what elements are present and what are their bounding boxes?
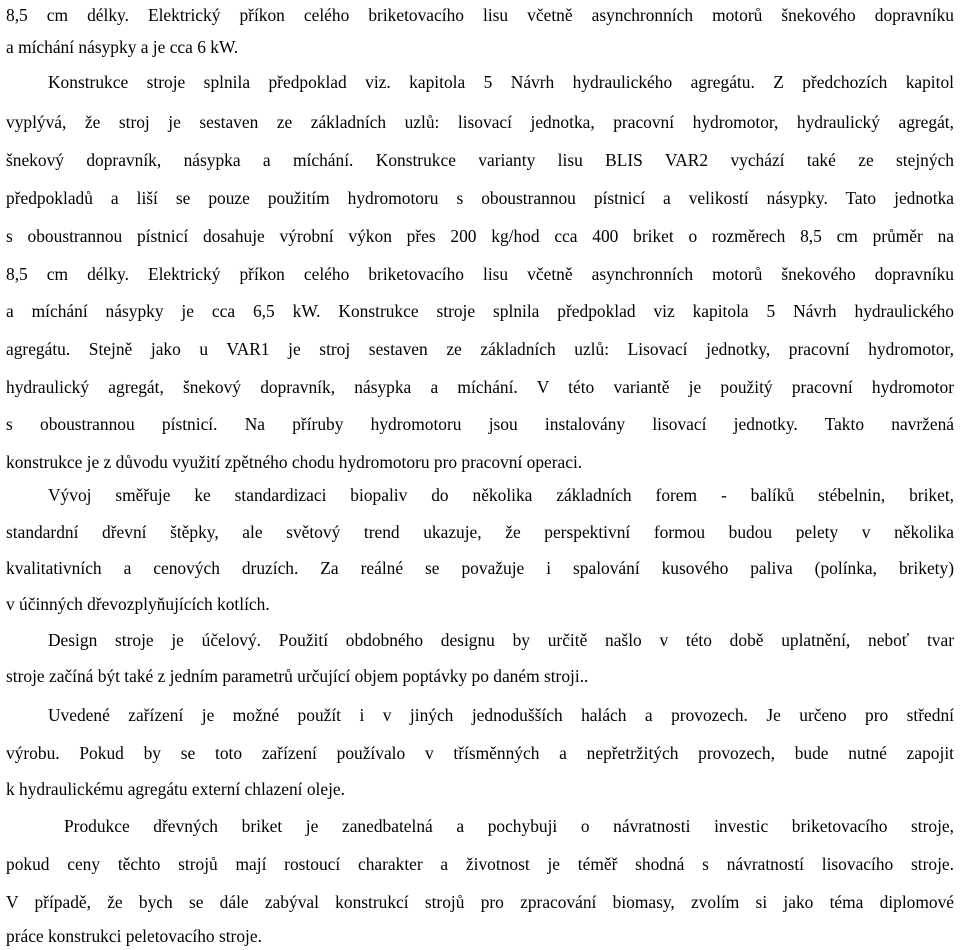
text-line-7: s oboustrannou pístnicí dosahuje výrobní výkon přes 200 kg/hod cca 400 briket o rozměrech 8,5 cm průměr na [6,226,954,246]
text-line-15: standardní dřevní štěpky, ale světový trend ukazuje, že perspektivní formou budou pelety v několika [6,522,954,542]
text-line-24: pokud ceny těchto strojů mají rostoucí charakter a životnost je téměř shodná s návratností lisovacího stroje. [6,854,954,874]
text-line-26: práce konstrukci peletovacího stroje. [6,926,262,946]
text-line-20: Uvedené zařízení je možné použít i v jiných jednodušších halách a provozech. Je určeno pro střední [48,705,954,725]
text-line-22: k hydraulickému agregátu externí chlazení oleje. [6,779,345,799]
text-line-1: 8,5 cm délky. Elektrický příkon celého briketovacího lisu včetně asynchronních motorů šnekového dopravníku [6,5,954,25]
text-line-11: hydraulický agregát, šnekový dopravník, násypka a míchání. V této variantě je použitý pracovní hydromotor [6,377,954,397]
text-line-18: Design stroje je účelový. Použití obdobného designu by určitě našlo v této době uplatnění, neboť tvar [48,630,954,650]
text-line-4: vyplývá, že stroj je sestaven ze základních uzlů: lisovací jednotka, pracovní hydromotor, hydraulický agregát, [6,112,954,132]
text-line-10: agregátu. Stejně jako u VAR1 je stroj sestaven ze základních uzlů: Lisovací jednotky, pracovní hydromotor, [6,339,954,359]
text-line-9: a míchání násypky je cca 6,5 kW. Konstrukce stroje splnila předpoklad viz kapitola 5 Návrh hydraulického [6,301,954,321]
text-line-6: předpokladů a liší se pouze použitím hydromotoru s oboustrannou pístnicí a velikostí násypky. Tato jednotka [6,188,954,208]
text-line-3: Konstrukce stroje splnila předpoklad viz. kapitola 5 Návrh hydraulického agregátu. Z předchozích kapitol [48,72,954,92]
text-line-14: Vývoj směřuje ke standardizaci biopaliv do několika základních forem - balíků stébelnin, briket, [48,485,954,505]
text-line-12: s oboustrannou pístnicí. Na příruby hydromotoru jsou instalovány lisovací jednotky. Takto navržená [6,414,954,434]
text-line-17: v účinných dřevozplyňujících kotlích. [6,594,270,614]
text-line-16: kvalitativních a cenových druzích. Za reálné se považuje i spalování kusového paliva (polínka, brikety) [6,558,954,578]
text-line-2: a míchání násypky a je cca 6 kW. [6,37,239,57]
text-line-5: šnekový dopravník, násypka a míchání. Konstrukce varianty lisu BLIS VAR2 vychází také ze stejných [6,150,954,170]
text-line-23: Produkce dřevných briket je zanedbatelná a pochybuji o návratnosti investic briketovacího stroje, [64,816,954,836]
text-line-13: konstrukce je z důvodu využití zpětného chodu hydromotoru pro pracovní operaci. [6,452,583,472]
text-line-25: V případě, že bych se dále zabýval konstrukcí strojů pro zpracování biomasy, zvolím si jako téma diplomové [6,892,954,912]
text-line-19: stroje začíná být také z jedním parametrů určující objem poptávky po daném stroji.. [6,666,589,686]
text-line-8: 8,5 cm délky. Elektrický příkon celého briketovacího lisu včetně asynchronních motorů šnekového dopravníku [6,264,954,284]
text-line-21: výrobu. Pokud by se toto zařízení používalo v třísměnných a nepřetržitých provozech, bude nutné zapojit [6,743,954,763]
